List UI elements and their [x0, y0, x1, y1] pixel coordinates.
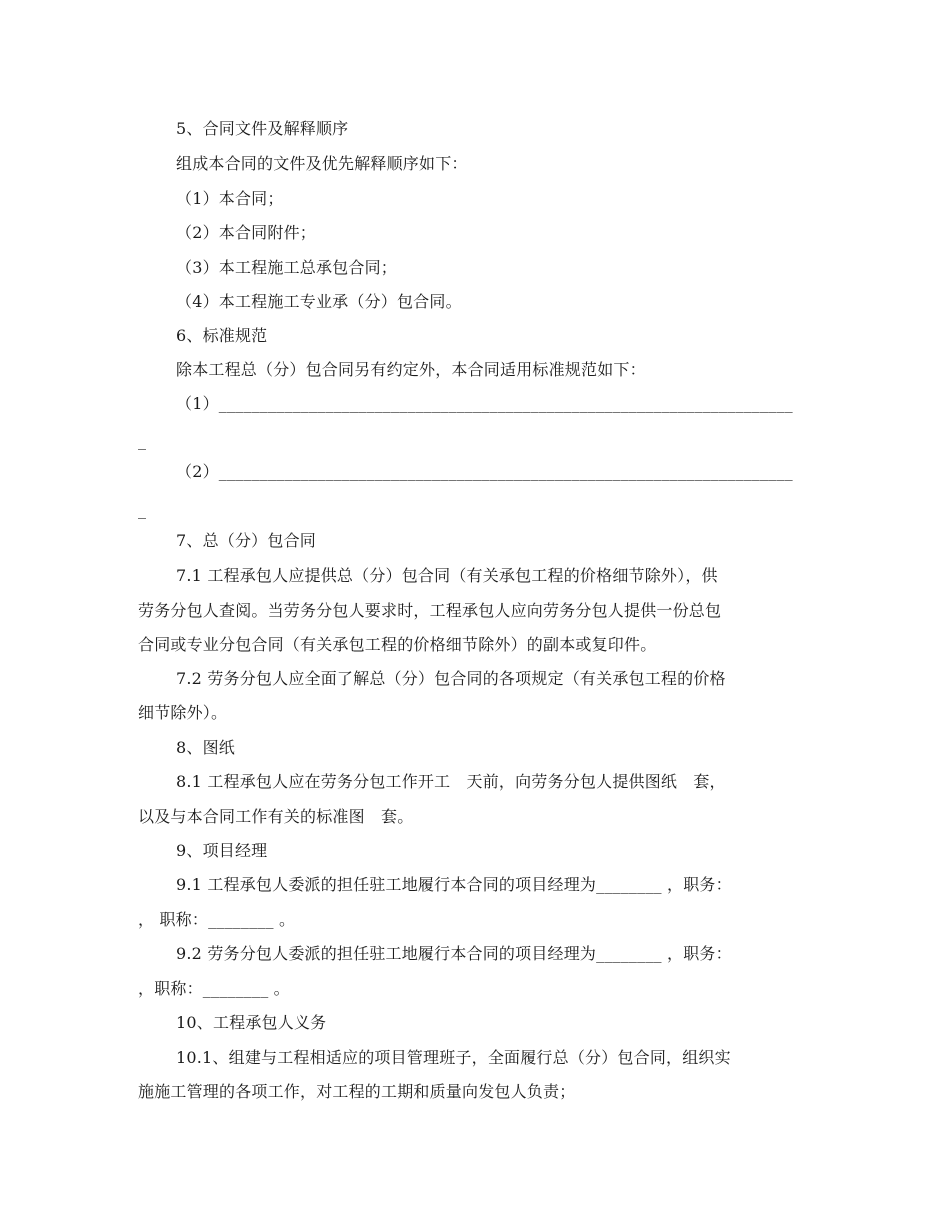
section-heading: 5、合同文件及解释顺序	[176, 119, 349, 138]
paragraph-line: 施施工管理的各项工作，对工程的工期和质量向发包人负责；	[138, 1082, 576, 1101]
blank-fill-tail: _	[138, 500, 147, 519]
paragraph-line: 除本工程总（分）包合同另有约定外，本合同适用标准规范如下：	[176, 360, 646, 379]
paragraph-line: 9.2 劳务分包人委派的担任驻工地履行本合同的项目经理为________ ，职务：	[176, 944, 732, 963]
paragraph-line: 7.2 劳务分包人应全面了解总（分）包合同的各项规定（有关承包工程的价格	[176, 669, 726, 688]
section-heading: 6、标准规范	[176, 326, 268, 345]
list-item: （4）本工程施工专业承（分）包合同。	[176, 292, 462, 311]
blank-fill-line: （1）______________________________________________________________________	[176, 394, 793, 413]
paragraph-line: 7.1 工程承包人应提供总（分）包合同（有关承包工程的价格细节除外），供	[176, 566, 718, 585]
section-heading: 10、工程承包人义务	[176, 1013, 327, 1032]
list-item: （1）本合同；	[176, 189, 284, 208]
paragraph-line: 劳务分包人查阅。当劳务分包人要求时，工程承包人应向劳务分包人提供一份总包	[138, 601, 722, 620]
list-item: （2）本合同附件；	[176, 223, 316, 242]
section-heading: 7、总（分）包合同	[176, 531, 316, 550]
paragraph-line: ， 职称：________ 。	[138, 910, 296, 929]
list-item: （3）本工程施工总承包合同；	[176, 258, 397, 277]
blank-fill-tail: _	[138, 431, 147, 450]
paragraph-line: 9.1 工程承包人委派的担任驻工地履行本合同的项目经理为________ ，职务：	[176, 875, 732, 894]
paragraph-line: 8.1 工程承包人应在劳务分包工作开工 天前，向劳务分包人提供图纸 套，	[176, 772, 726, 791]
section-heading: 9、项目经理	[176, 841, 268, 860]
paragraph-line: 组成本合同的文件及优先解释顺序如下：	[176, 154, 468, 173]
paragraph-line: 细节除外）。	[138, 703, 228, 722]
section-heading: 8、图纸	[176, 738, 235, 757]
paragraph-line: 合同或专业分包合同（有关承包工程的价格细节除外）的副本或复印件。	[138, 635, 657, 654]
blank-fill-line: （2）______________________________________________________________________	[176, 462, 793, 481]
paragraph-line: 以及与本合同工作有关的标准图 套。	[138, 807, 414, 826]
paragraph-line: 10.1、组建与工程相适应的项目管理班子，全面履行总（分）包合同，组织实	[176, 1048, 731, 1067]
paragraph-line: ，职称：________ 。	[138, 979, 290, 998]
